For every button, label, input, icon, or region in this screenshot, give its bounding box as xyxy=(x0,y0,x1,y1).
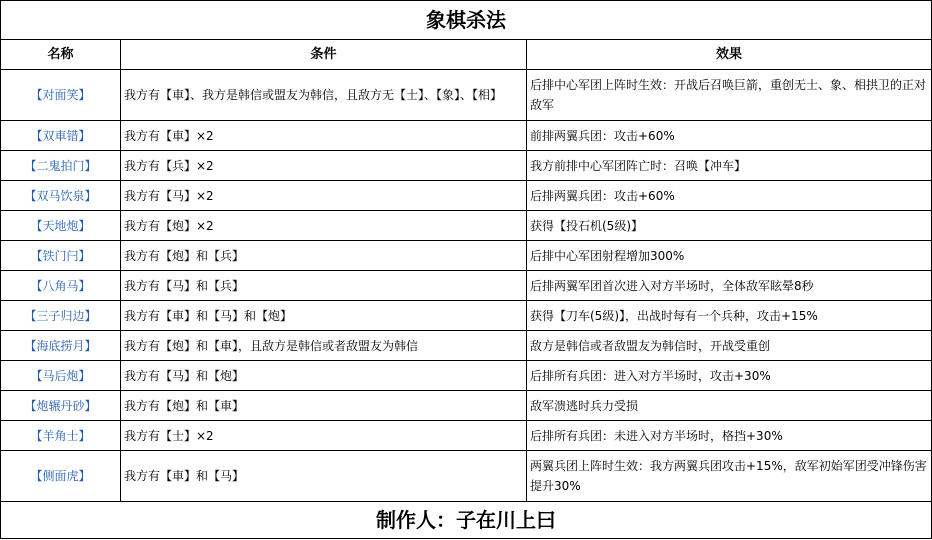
combo-effect: 我方前排中心军团阵亡时：召唤【冲车】 xyxy=(527,151,932,181)
combo-condition: 我方有【炮】×2 xyxy=(121,211,527,241)
combo-name: 【对面笑】 xyxy=(1,70,121,121)
header-effect: 效果 xyxy=(527,40,932,70)
combo-condition: 我方有【車】、我方是韩信或盟友为韩信，且敌方无【士】、【象】、【相】 xyxy=(121,70,527,121)
combo-effect: 获得【投石机(5级)】 xyxy=(527,211,932,241)
combo-effect: 后排所有兵团：未进入对方半场时，格挡+30% xyxy=(527,421,932,451)
combo-name: 【八角马】 xyxy=(1,271,121,301)
combo-name: 【炮辗丹砂】 xyxy=(1,391,121,421)
header-condition: 条件 xyxy=(121,40,527,70)
combo-effect: 获得【刀车(5级)】，出战时每有一个兵种，攻击+15% xyxy=(527,301,932,331)
combo-condition: 我方有【炮】和【車】，且敌方是韩信或者敌盟友为韩信 xyxy=(121,331,527,361)
combo-name: 【三子归边】 xyxy=(1,301,121,331)
table-row xyxy=(1,211,932,241)
table-row xyxy=(1,121,932,151)
table-title: 象棋杀法 xyxy=(1,1,932,40)
table-row xyxy=(1,271,932,301)
combo-effect: 敌军溃逃时兵力受损 xyxy=(527,391,932,421)
combo-condition: 我方有【炮】和【兵】 xyxy=(121,241,527,271)
combo-condition: 我方有【車】和【马】 xyxy=(121,451,527,502)
combo-name: 【侧面虎】 xyxy=(1,451,121,502)
combo-effect: 前排两翼兵团：攻击+60% xyxy=(527,121,932,151)
table-row xyxy=(1,361,932,391)
combo-name: 【天地炮】 xyxy=(1,211,121,241)
combo-condition: 我方有【炮】和【車】 xyxy=(121,391,527,421)
table-row xyxy=(1,391,932,421)
combo-condition: 我方有【马】和【炮】 xyxy=(121,361,527,391)
combo-name: 【双車错】 xyxy=(1,121,121,151)
header-name: 名称 xyxy=(1,40,121,70)
combo-condition: 我方有【車】×2 xyxy=(121,121,527,151)
combo-condition: 我方有【士】×2 xyxy=(121,421,527,451)
combo-effect: 两翼兵团上阵时生效：我方两翼兵团攻击+15%，敌军初始军团受冲锋伤害提升30% xyxy=(527,451,932,502)
table-row xyxy=(1,151,932,181)
combo-condition: 我方有【車】和【马】和【炮】 xyxy=(121,301,527,331)
table-row xyxy=(1,181,932,211)
combo-effect: 敌方是韩信或者敌盟友为韩信时，开战受重创 xyxy=(527,331,932,361)
combo-name: 【铁门闩】 xyxy=(1,241,121,271)
combo-name: 【双马饮泉】 xyxy=(1,181,121,211)
combo-name: 【二鬼拍门】 xyxy=(1,151,121,181)
table-row xyxy=(1,421,932,451)
table-row xyxy=(1,70,932,121)
table-row xyxy=(1,241,932,271)
combo-effect: 后排中心军团上阵时生效：开战后召唤巨箭，重创无士、象、相拱卫的正对敌军 xyxy=(527,70,932,121)
combo-name: 【羊角士】 xyxy=(1,421,121,451)
combo-condition: 我方有【马】和【兵】 xyxy=(121,271,527,301)
author-credit: 制作人：子在川上曰 xyxy=(1,502,932,539)
table-row xyxy=(1,331,932,361)
combo-effect: 后排所有兵团：进入对方半场时，攻击+30% xyxy=(527,361,932,391)
combo-name: 【海底捞月】 xyxy=(1,331,121,361)
combo-name: 【马后炮】 xyxy=(1,361,121,391)
combo-effect: 后排两翼兵团：攻击+60% xyxy=(527,181,932,211)
combo-condition: 我方有【兵】×2 xyxy=(121,151,527,181)
table-row xyxy=(1,451,932,502)
combo-effect: 后排中心军团射程增加300% xyxy=(527,241,932,271)
combo-condition: 我方有【马】×2 xyxy=(121,181,527,211)
combo-effect: 后排两翼军团首次进入对方半场时，全体敌军眩晕8秒 xyxy=(527,271,932,301)
table-row xyxy=(1,301,932,331)
